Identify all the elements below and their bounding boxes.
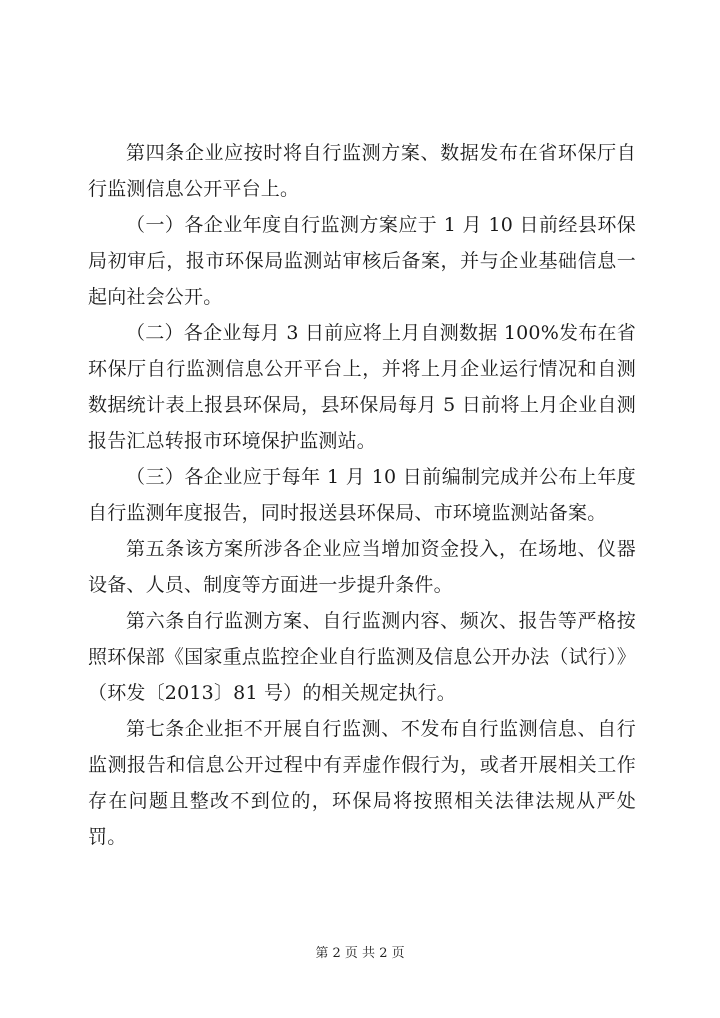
- paragraph-item-1: （一）各企业年度自行监测方案应于 1 月 10 日前经县环保局初审后，报市环保局监测站审核后备案，并与企业基础信息一起向社会公开。: [88, 214, 636, 308]
- paragraph-article-4: 第四条企业应按时将自行监测方案、数据发布在省环保厅自行监测信息公开平台上。: [88, 142, 636, 200]
- paragraph-item-2: （二）各企业每月 3 日前应将上月自测数据 100%发布在省环保厅自行监测信息公开平台上，并将上月企业运行情况和自测数据统计表上报县环保局，县环保局每月 5 日前将上月企业自测报告汇总转报市环境保护监测站。: [88, 322, 636, 452]
- paragraph-item-3: （三）各企业应于每年 1 月 10 日前编制完成并公布上年度自行监测年度报告，同时报送县环保局、市环境监测站备案。: [88, 466, 636, 524]
- paragraph-article-6: 第六条自行监测方案、自行监测内容、频次、报告等严格按照环保部《国家重点监控企业自行监测及信息公开办法（试行）》（环发〔2013〕81 号）的相关规定执行。: [88, 610, 636, 704]
- paragraph-article-5: 第五条该方案所涉各企业应当增加资金投入，在场地、仪器设备、人员、制度等方面进一步提升条件。: [88, 538, 636, 596]
- document-body: [88, 135, 636, 855]
- paragraph-article-7: 第七条企业拒不开展自行监测、不发布自行监测信息、自行监测报告和信息公开过程中有弄虚作假行为，或者开展相关工作存在问题且整改不到位的，环保局将按照相关法律法规从严处罚。: [88, 718, 636, 848]
- page-number-footer: 第 2 页 共 2 页: [315, 946, 405, 961]
